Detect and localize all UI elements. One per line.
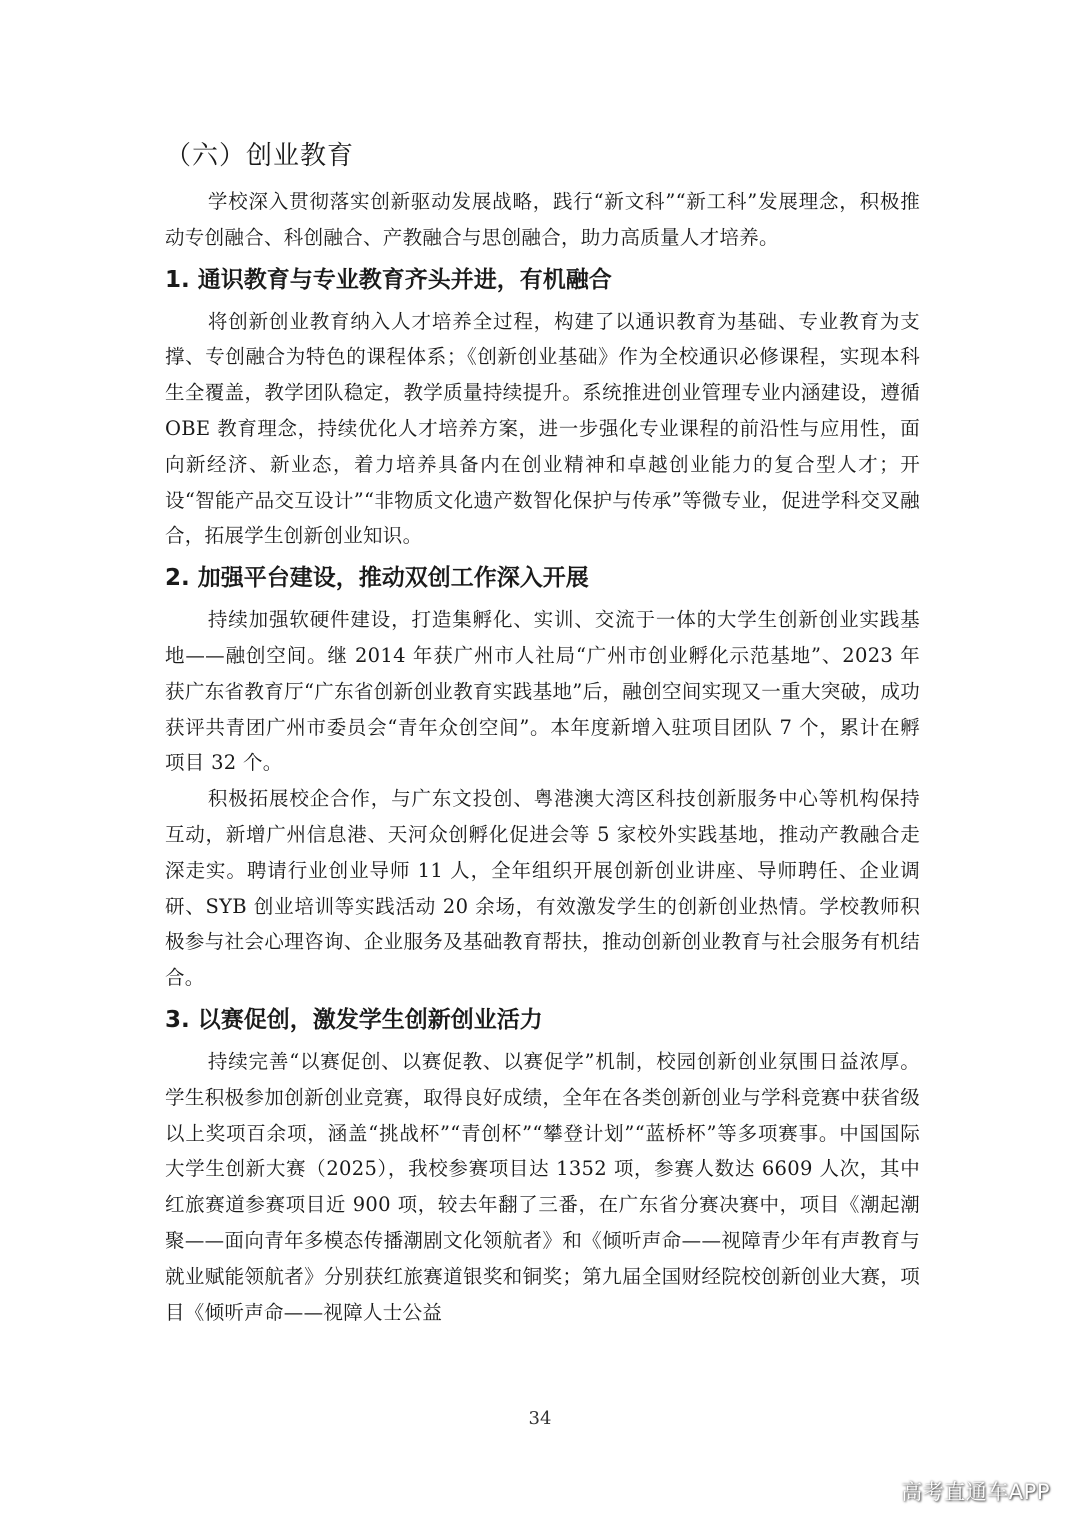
page-number: 34 (528, 1408, 552, 1429)
body-paragraph: 持续完善“以赛促创、以赛促教、以赛促学”机制，校园创新创业氛围日益浓厚。学生积极参加创新创业竞赛，取得良好成绩，全年在各类创新创业与学科竞赛中获省级以上奖项百余项，涵盖“挑战杯”“青创杯”“攀登计划”“蓝桥杯”等多项赛事。中国国际大学生创新大赛（2025），我校参赛项目达 1352 项，参赛人数达 6609 人次，其中红旅赛道参赛项目近 900 项，较去年翻了三番，在广东省分赛决赛中，项目《潮起潮聚——面向青年多模态传播潮剧文化领航者》和《倾听声命——视障青少年有声教育与就业赋能领航者》分别获红旅赛道银奖和铜奖；第九届全国财经院校创新创业大赛，项目《倾听声命——视障人士公益 (165, 1049, 920, 1324)
body-paragraph: 积极拓展校企合作，与广东文投创、粤港澳大湾区科技创新服务中心等机构保持互动，新增广州信息港、天河众创孵化促进会等 5 家校外实践基地，推动产教融合走深走实。聘请行业创业导师 11 人，全年组织开展创新创业讲座、导师聘任、企业调研、SYB 创业培训等实践活动 20 余场，有效激发学生的创新创业热情。学校教师积极参与社会心理咨询、企业服务及基础教育帮扶，推动创新创业教育与社会服务有机结合。 (165, 787, 920, 990)
subsection-heading: 3. 以赛促创，激发学生创新创业活力 (165, 1006, 543, 1033)
section-title: （六）创业教育 (165, 141, 355, 171)
body-paragraph: 持续加强软硬件建设，打造集孵化、实训、交流于一体的大学生创新创业实践基地——融创空间。继 2014 年获广州市人社局“广州市创业孵化示范基地”、2023 年获广东省教育厅“广东省创新创业教育实践基地”后，融创空间实现又一重大突破，成功获评共青团广州市委员会“青年众创空间”。本年度新增入驻项目团队 7 个，累计在孵项目 32 个。 (165, 608, 920, 775)
subsection-heading: 2. 加强平台建设，推动双创工作深入开展 (165, 565, 589, 592)
subsection-2 (165, 560, 920, 996)
subsection-1 (165, 262, 920, 555)
page-content (165, 136, 920, 1330)
intro-paragraph: 学校深入贯彻落实创新驱动发展战略，践行“新文科”“新工科”发展理念，积极推动专创融合、科创融合、产教融合与思创融合，助力高质量人才培养。 (165, 190, 920, 249)
subsection-3 (165, 1002, 920, 1330)
watermark: 高考直通车APP (901, 1480, 1050, 1504)
subsection-heading: 1. 通识教育与专业教育齐头并进，有机融合 (165, 266, 612, 293)
body-paragraph: 将创新创业教育纳入人才培养全过程，构建了以通识教育为基础、专业教育为支撑、专创融合为特色的课程体系；《创新创业基础》作为全校通识必修课程，实现本科生全覆盖，教学团队稳定，教学质量持续提升。系统推进创业管理专业内涵建设，遵循 OBE 教育理念，持续优化人才培养方案，进一步强化专业课程的前沿性与应用性，面向新经济、新业态，着力培养具备内在创业精神和卓越创业能力的复合型人才；开设“智能产品交互设计”“非物质文化遗产数智化保护与传承”等微专业，促进学科交叉融合，拓展学生创新创业知识。 (165, 309, 920, 548)
